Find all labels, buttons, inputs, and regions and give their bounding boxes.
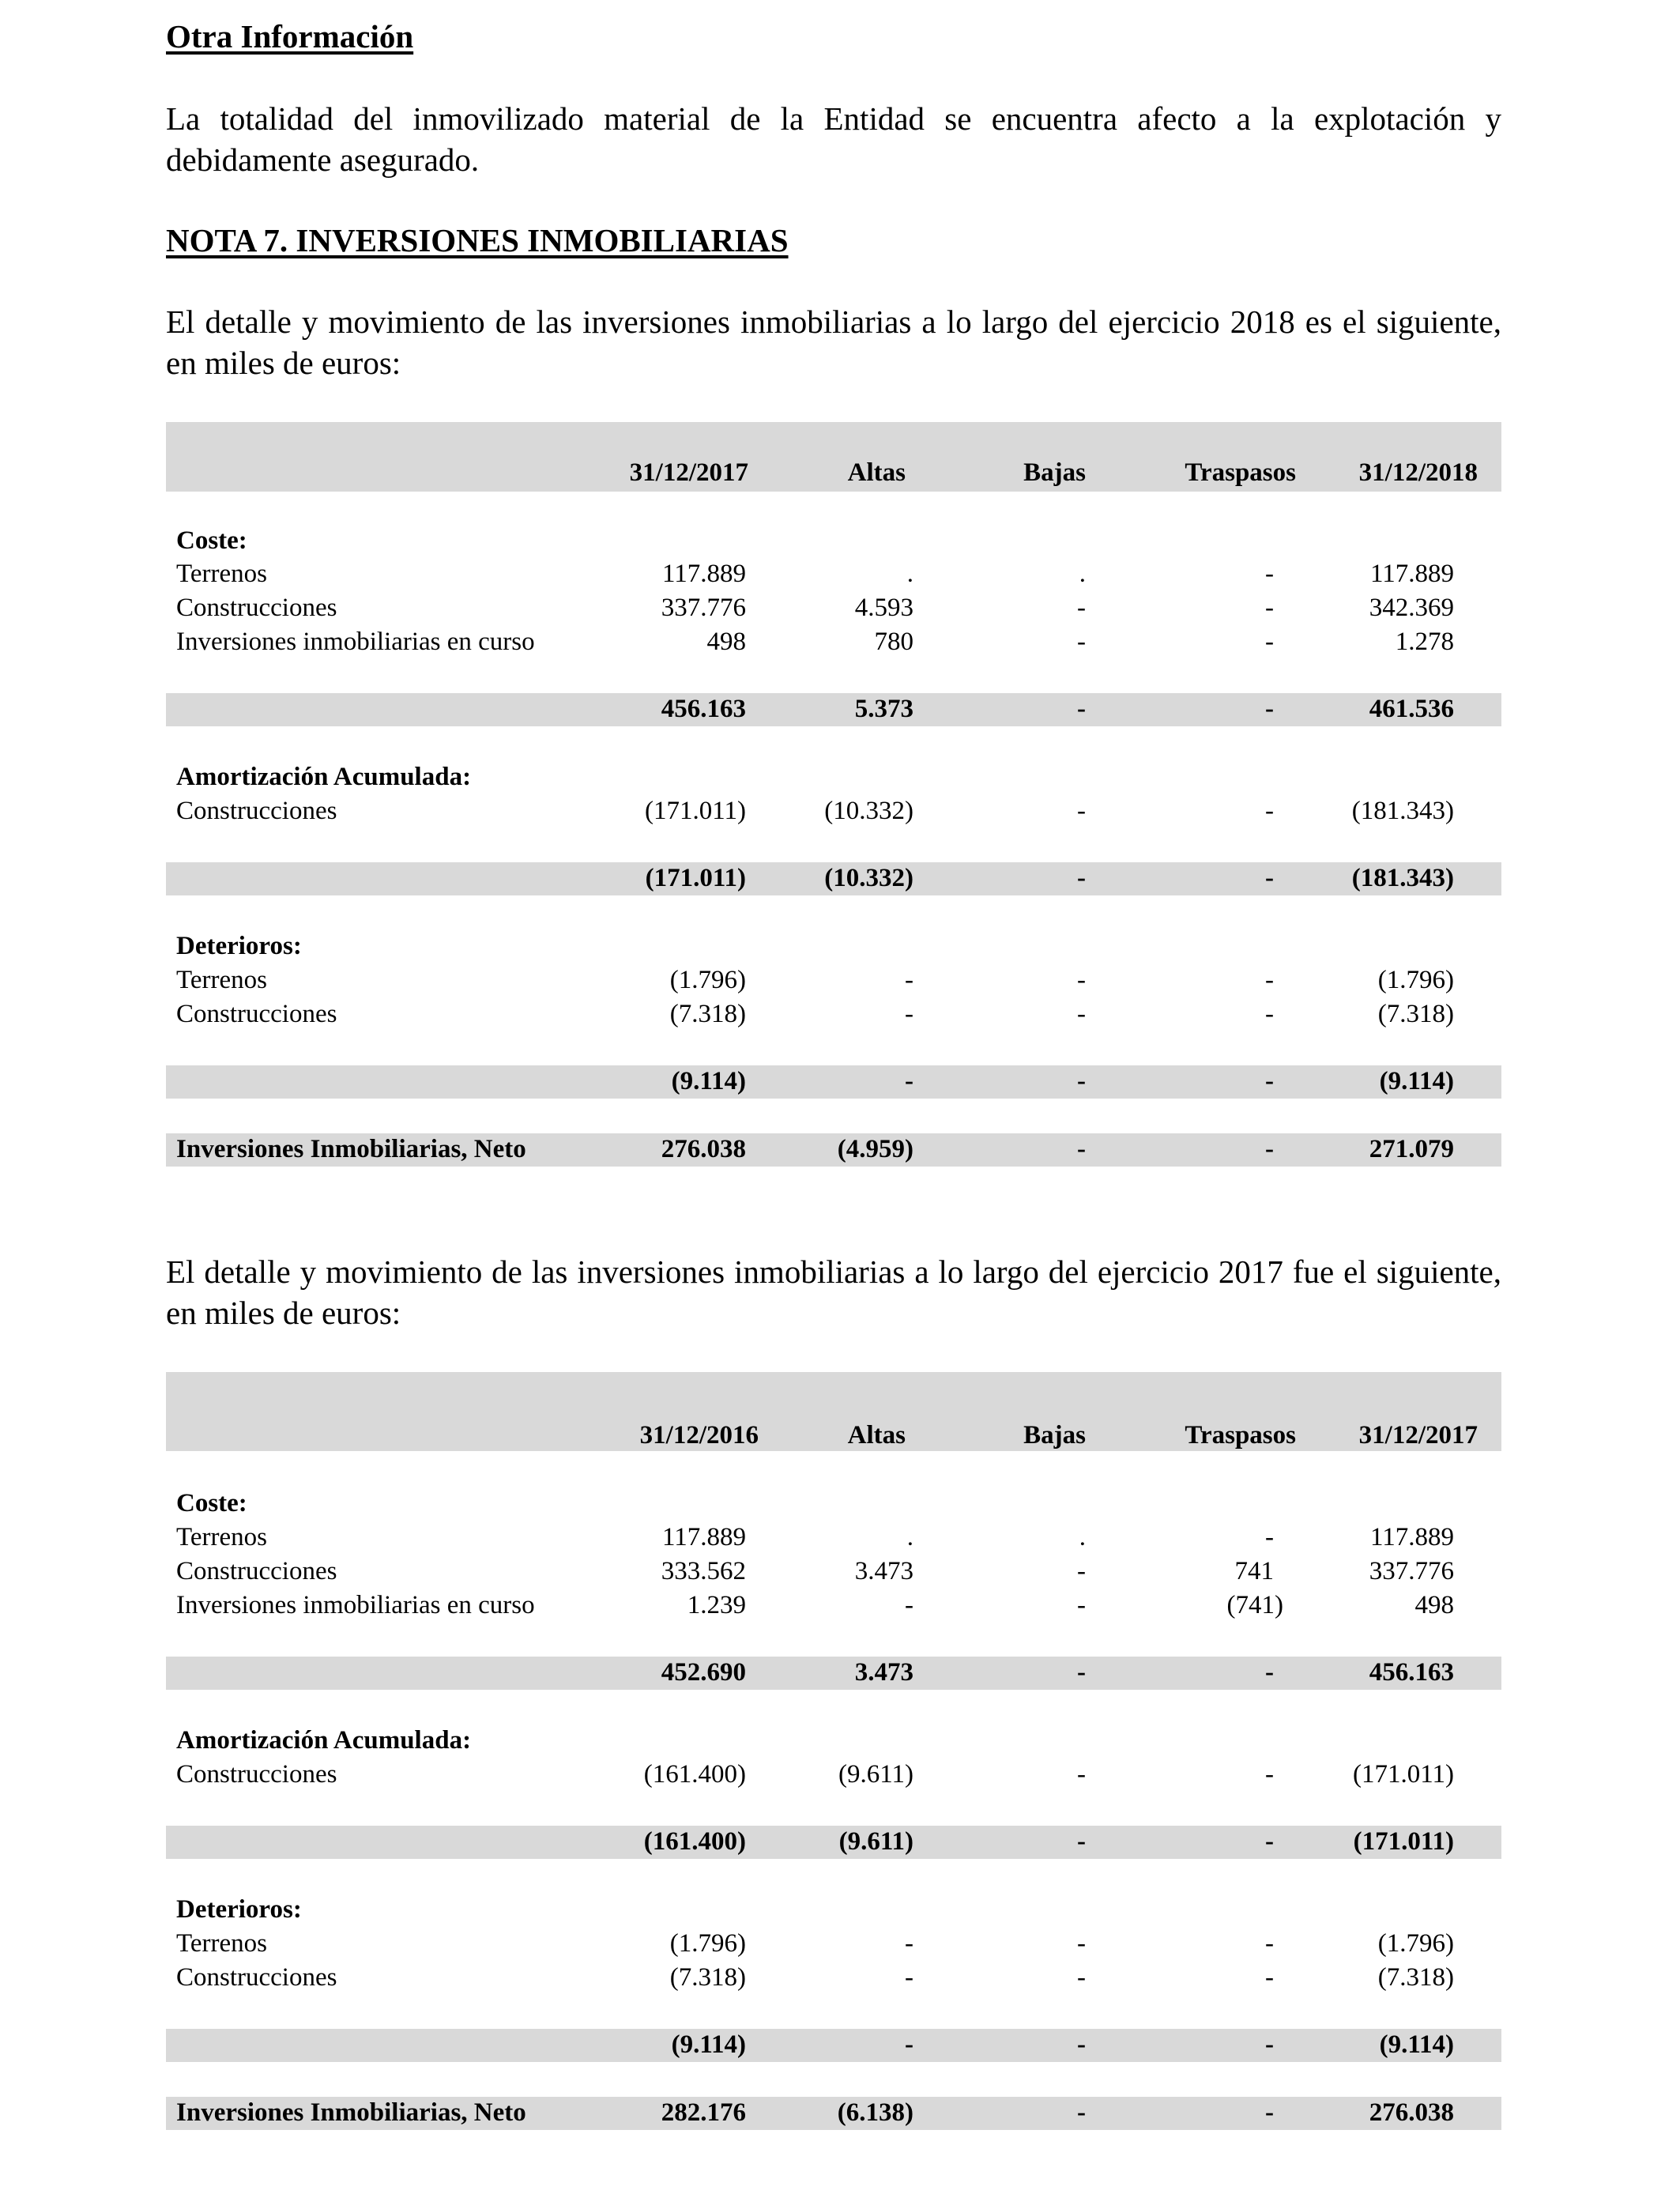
cell-value: 4.593 [854, 594, 913, 622]
cell-value: - [1077, 1135, 1086, 1163]
cell-value: (7.318) [669, 1963, 746, 1992]
header-col-traspasos: Traspasos [1185, 458, 1296, 487]
cell-value: 741 [1234, 1557, 1274, 1585]
table-row [166, 1521, 1501, 1555]
cell-value: (10.332) [824, 864, 913, 892]
header-col-closing: 31/12/2017 [1358, 1421, 1478, 1449]
row-label: Terrenos [176, 966, 267, 994]
table-row [166, 964, 1501, 997]
cell-value: - [1077, 1760, 1086, 1789]
cell-value: (7.318) [669, 1000, 746, 1028]
cell-value: - [905, 966, 913, 994]
cell-value: . [906, 560, 913, 588]
cell-value: - [1265, 1523, 1274, 1551]
table-row [166, 592, 1501, 625]
cell-value: - [1077, 864, 1086, 892]
header-col-opening: 31/12/2016 [639, 1421, 759, 1449]
row-label: Construcciones [176, 1760, 337, 1789]
cell-value: (1.796) [669, 1929, 746, 1958]
cell-value: - [1077, 628, 1086, 656]
cell-value: (181.343) [1351, 797, 1454, 825]
cell-value: - [905, 1963, 913, 1992]
cell-value: 276.038 [661, 1135, 746, 1163]
subtotal-row [166, 862, 1501, 895]
table-row [166, 795, 1501, 828]
cell-value: . [1079, 560, 1086, 588]
cell-value: . [906, 1523, 913, 1551]
cell-value: - [1077, 1591, 1086, 1619]
table-row [166, 626, 1501, 659]
otra-informacion-heading: Otra Información [166, 18, 414, 55]
deterioros-label: Deterioros: [176, 932, 302, 960]
nota7-heading: NOTA 7. INVERSIONES INMOBILIARIAS [166, 222, 789, 258]
cell-value: - [1077, 2030, 1086, 2059]
cell-value: - [1265, 2098, 1274, 2127]
subtotal-row [166, 1826, 1501, 1859]
row-label: Inversiones inmobiliarias en curso [176, 628, 535, 656]
cell-value: (171.011) [645, 864, 746, 892]
header-col-altas: Altas [847, 1421, 906, 1449]
cell-value: 3.473 [854, 1557, 913, 1585]
row-label: Terrenos [176, 560, 267, 588]
amortizacion-label: Amortización Acumulada: [176, 1726, 472, 1755]
intro-2018-text: El detalle y movimiento de las inversiones inmobiliarias a lo largo del ejercicio 2018 es el siguiente, en miles de euros: [166, 303, 1501, 381]
cell-value: - [1265, 797, 1274, 825]
row-label: Terrenos [176, 1523, 267, 1551]
cell-value: - [1265, 1000, 1274, 1028]
cell-value: (1.796) [1377, 966, 1454, 994]
cell-value: - [1265, 1929, 1274, 1958]
cell-value: - [1077, 1658, 1086, 1687]
header-col-closing: 31/12/2018 [1358, 458, 1478, 487]
header-col-altas: Altas [847, 458, 906, 487]
cell-value: . [1079, 1523, 1086, 1551]
cell-value: 456.163 [661, 695, 746, 723]
cell-value: - [905, 1067, 913, 1095]
cell-value: - [1265, 1760, 1274, 1789]
table-header-band [166, 1372, 1501, 1451]
cell-value: 342.369 [1369, 594, 1454, 622]
cell-value: - [1265, 2030, 1274, 2059]
cell-value: - [1265, 864, 1274, 892]
cell-value: 282.176 [661, 2098, 746, 2127]
neto-total-row [166, 1133, 1501, 1167]
cell-value: - [905, 1929, 913, 1958]
cell-value: - [1265, 695, 1274, 723]
deterioros-label: Deterioros: [176, 1895, 302, 1924]
cell-value: - [1077, 1827, 1086, 1856]
row-label: Construcciones [176, 1000, 337, 1028]
subtotal-row [166, 1657, 1501, 1690]
cell-value: (181.343) [1351, 864, 1454, 892]
cell-value: - [1265, 1067, 1274, 1095]
cell-value: - [1077, 966, 1086, 994]
cell-value: - [905, 1000, 913, 1028]
cell-value: 456.163 [1369, 1658, 1454, 1687]
cell-value: - [1265, 594, 1274, 622]
cell-value: - [1077, 1929, 1086, 1958]
cell-value: (9.114) [1379, 1067, 1454, 1095]
cell-value: - [1077, 594, 1086, 622]
table-row [166, 1589, 1501, 1623]
cell-value: (161.400) [643, 1760, 746, 1789]
cell-value: - [1077, 1067, 1086, 1095]
cell-value: - [1265, 1963, 1274, 1992]
section-label-row [166, 1894, 1501, 1927]
cell-value: (1.796) [669, 966, 746, 994]
cell-value: - [1265, 560, 1274, 588]
cell-value: - [905, 1591, 913, 1619]
cell-value: 452.690 [661, 1658, 746, 1687]
section-label-row [166, 1487, 1501, 1521]
table-row [166, 998, 1501, 1031]
cell-value: (10.332) [824, 797, 913, 825]
cell-value: 117.889 [1369, 1523, 1454, 1551]
row-label: Construcciones [176, 1963, 337, 1992]
cell-value: (9.611) [838, 1827, 913, 1856]
cell-value: 1.278 [1395, 628, 1454, 656]
cell-value: - [1077, 797, 1086, 825]
cell-value: (7.318) [1377, 1963, 1454, 1992]
cell-value: 337.776 [1369, 1557, 1454, 1585]
cell-value: 337.776 [661, 594, 746, 622]
section-label-row [166, 761, 1501, 794]
table-header-band [166, 422, 1501, 492]
cell-value: (7.318) [1377, 1000, 1454, 1028]
section-label-row [166, 525, 1501, 558]
otra-informacion-text: La totalidad del inmovilizado material de la Entidad se encuentra afecto a la explotación y debidamente asegurado. [166, 100, 1501, 178]
row-label: Inversiones Inmobiliarias, Neto [176, 1135, 526, 1163]
header-col-traspasos: Traspasos [1185, 1421, 1296, 1449]
subtotal-row [166, 693, 1501, 726]
cell-value: - [1265, 1658, 1274, 1687]
cell-value: - [1077, 1557, 1086, 1585]
cell-value: 5.373 [854, 695, 913, 723]
row-label: Construcciones [176, 1557, 337, 1585]
cell-value: - [1265, 628, 1274, 656]
row-label: Construcciones [176, 594, 337, 622]
table-row [166, 558, 1501, 591]
table-row [166, 1555, 1501, 1589]
cell-value: - [1265, 1827, 1274, 1856]
row-label: Inversiones Inmobiliarias, Neto [176, 2098, 526, 2127]
cell-value: (4.959) [837, 1135, 913, 1163]
cell-value: 498 [706, 628, 746, 656]
cell-value: (9.611) [838, 1760, 913, 1789]
section-label-row [166, 1725, 1501, 1758]
cell-value: - [1265, 966, 1274, 994]
cell-value: - [1077, 695, 1086, 723]
cell-value: - [1077, 1000, 1086, 1028]
cell-value: 3.473 [854, 1658, 913, 1687]
amortizacion-label: Amortización Acumulada: [176, 763, 472, 791]
cell-value: - [905, 2030, 913, 2059]
table-row [166, 1928, 1501, 1961]
cell-value: 461.536 [1369, 695, 1454, 723]
cell-value: (161.400) [643, 1827, 746, 1856]
cell-value: 117.889 [661, 1523, 746, 1551]
table-row [166, 1759, 1501, 1792]
header-col-bajas: Bajas [1023, 1421, 1086, 1449]
cell-value: 498 [1414, 1591, 1454, 1619]
cell-value: (171.011) [1353, 1827, 1454, 1856]
cell-value: (171.011) [644, 797, 746, 825]
cell-value: (6.138) [837, 2098, 913, 2127]
cell-value: (9.114) [1379, 2030, 1454, 2059]
subtotal-row [166, 2029, 1501, 2062]
cell-value: (1.796) [1377, 1929, 1454, 1958]
cell-value: - [1265, 1135, 1274, 1163]
cell-value: - [1077, 2098, 1086, 2127]
cell-value: 1.239 [687, 1591, 746, 1619]
row-label: Terrenos [176, 1929, 267, 1958]
cell-value: (9.114) [671, 1067, 746, 1095]
cell-value: (171.011) [1352, 1760, 1454, 1789]
intro-2017-text: El detalle y movimiento de las inversiones inmobiliarias a lo largo del ejercicio 2017 fue el siguiente, en miles de euros: [166, 1253, 1501, 1331]
cell-value: (9.114) [671, 2030, 746, 2059]
table-row [166, 1962, 1501, 1995]
coste-label: Coste: [176, 1489, 247, 1517]
section-label-row [166, 930, 1501, 963]
cell-value: (741) [1226, 1591, 1283, 1619]
cell-value: 780 [874, 628, 913, 656]
cell-value: 117.889 [661, 560, 746, 588]
cell-value: 333.562 [661, 1557, 746, 1585]
coste-label: Coste: [176, 526, 247, 555]
cell-value: 276.038 [1369, 2098, 1454, 2127]
row-label: Construcciones [176, 797, 337, 825]
header-col-opening: 31/12/2017 [629, 458, 748, 487]
header-col-bajas: Bajas [1023, 458, 1086, 487]
cell-value: 117.889 [1369, 560, 1454, 588]
neto-total-row [166, 2097, 1501, 2130]
row-label: Inversiones inmobiliarias en curso [176, 1591, 535, 1619]
cell-value: 271.079 [1369, 1135, 1454, 1163]
subtotal-row [166, 1065, 1501, 1099]
cell-value: - [1077, 1963, 1086, 1992]
